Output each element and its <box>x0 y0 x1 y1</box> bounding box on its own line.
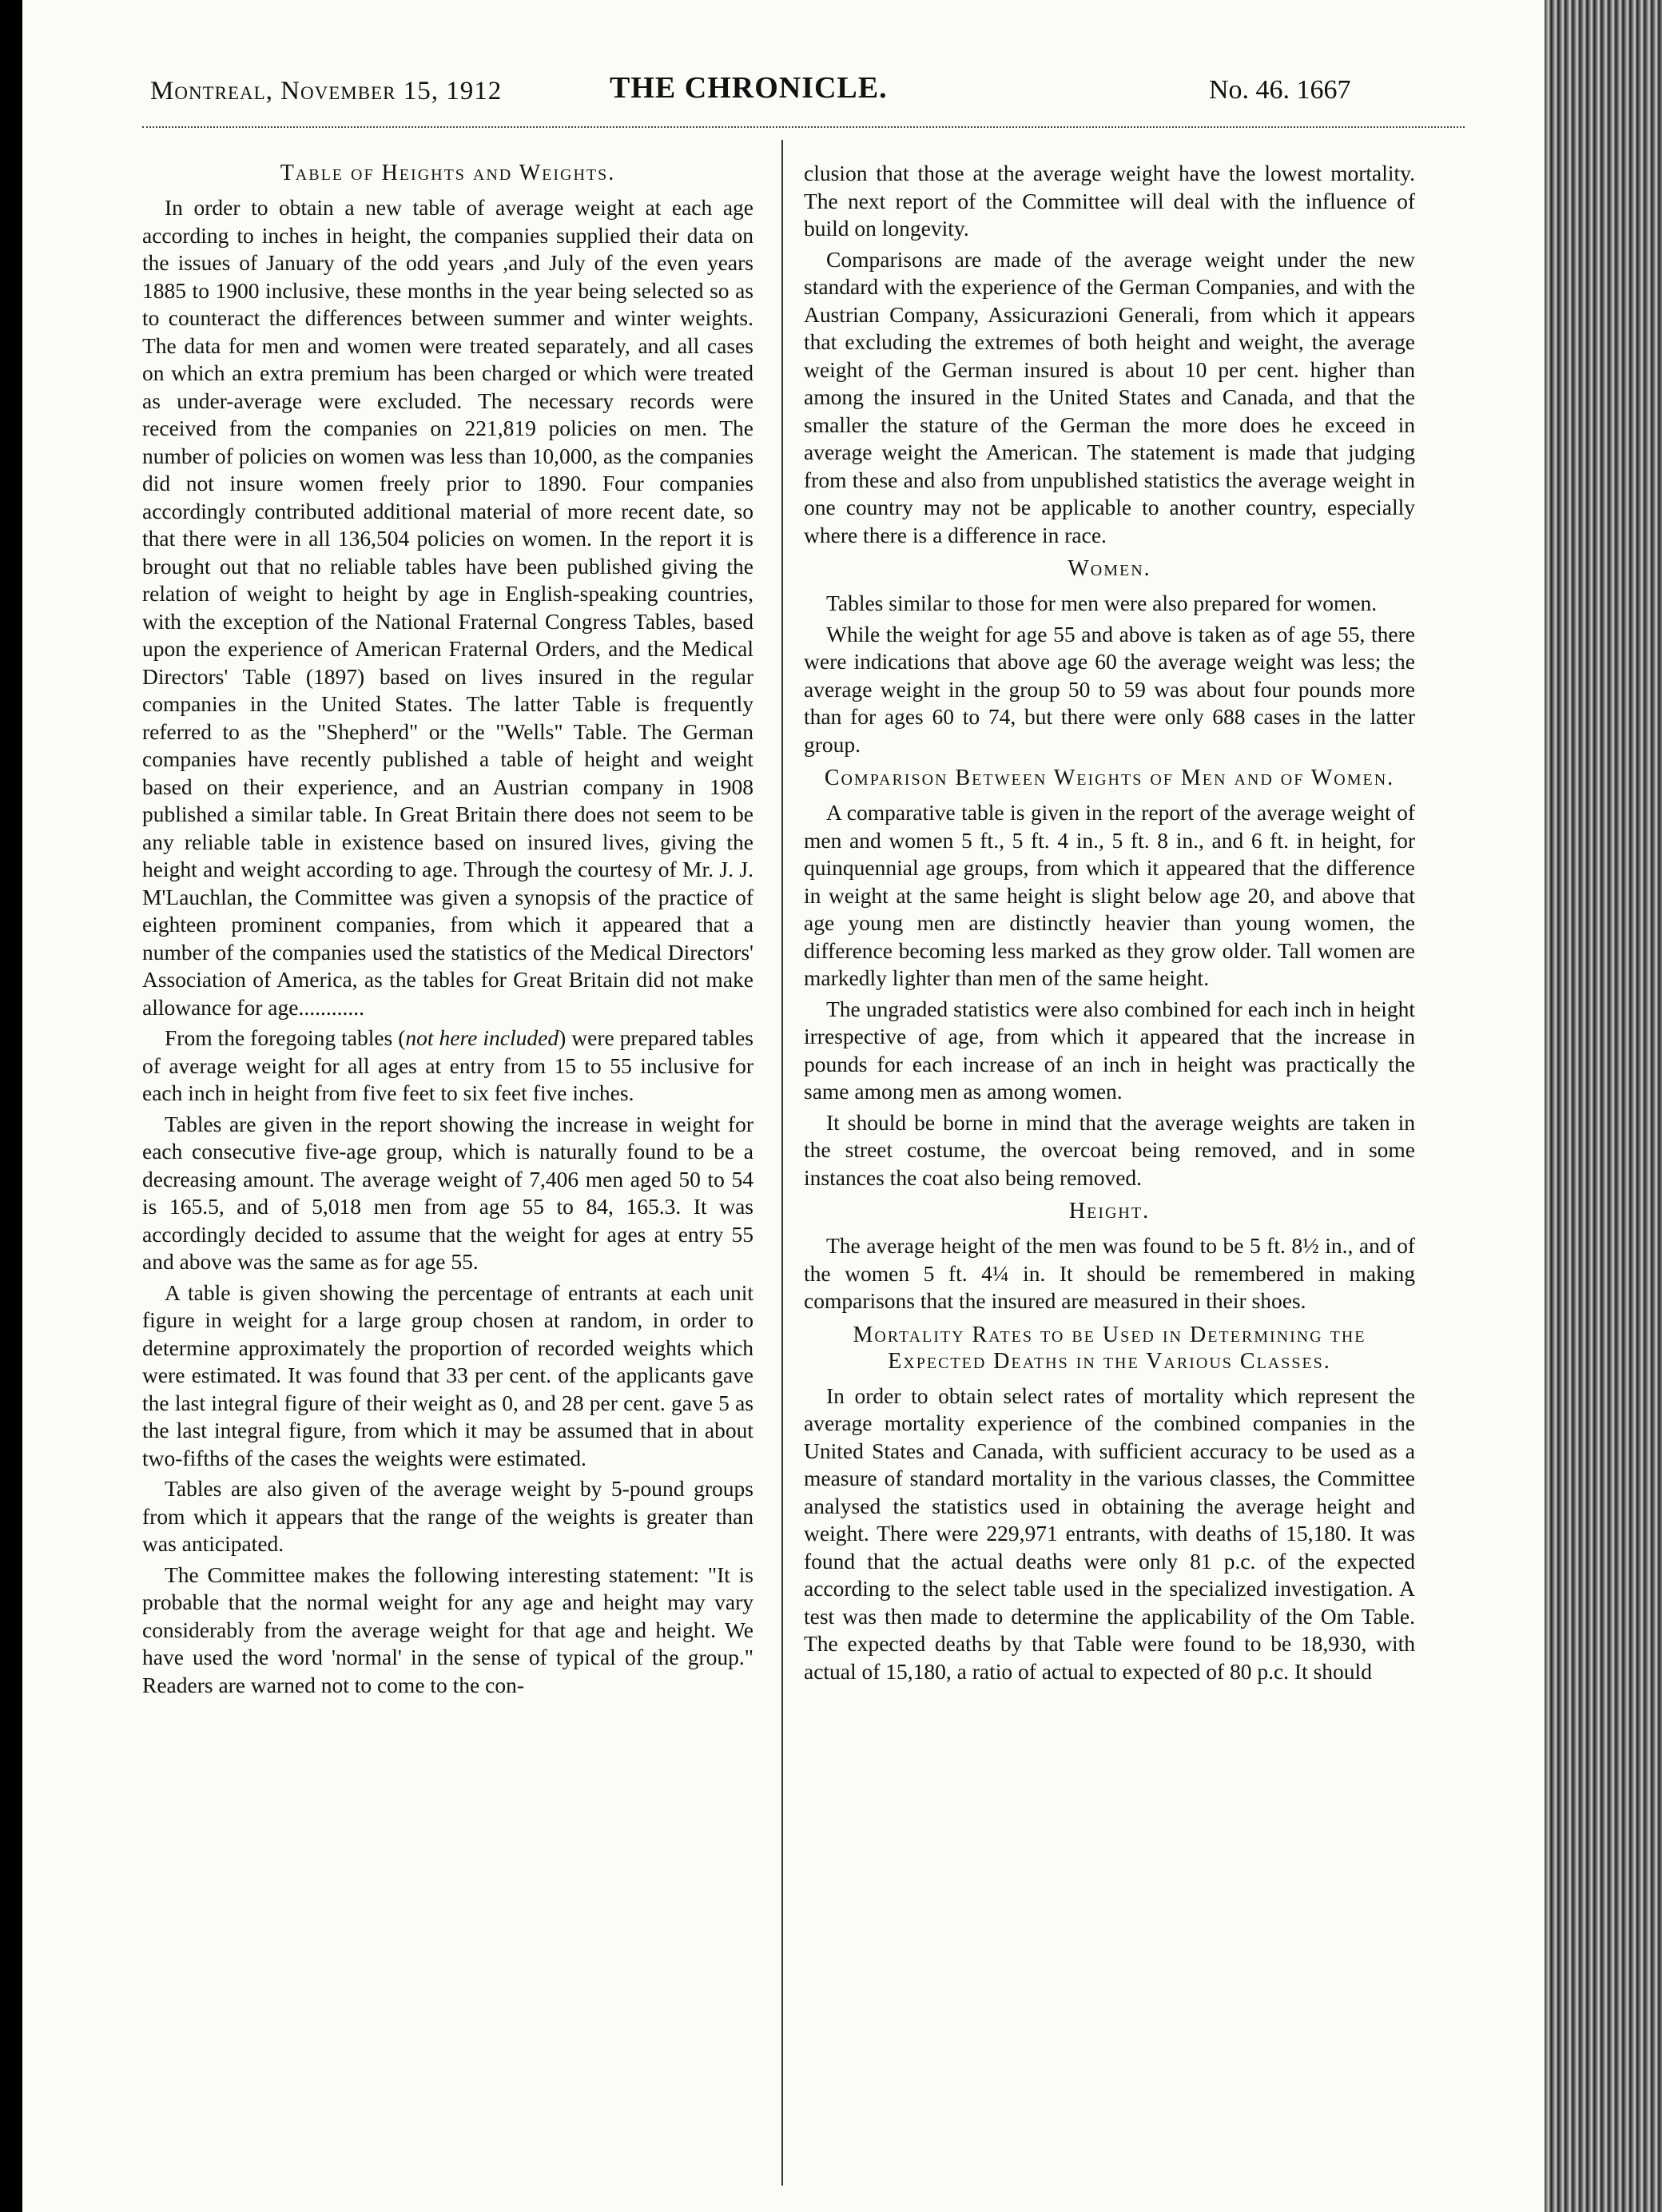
page-header <box>22 70 1545 118</box>
paragraph-text: From the foregoing tables ( <box>165 1025 406 1050</box>
page-edge <box>1545 0 1662 2212</box>
paragraph <box>142 1024 753 1108</box>
paragraph: It should be borne in mind that the average weights are taken in the street costume, the overcoat being removed, and in some instances the coat also being removed. <box>804 1109 1415 1190</box>
left-column <box>142 160 753 1702</box>
paragraph: In order to obtain a new table of average weight at each age according to inches in height, the companies supplied their data on the issues of January of the odd years ,and July of the even years 1885 to 1900 inclusive, these months in the year being selected so as to counteract the differences between summer and winter weights. The data for men and women were treated separately, and all cases on which an extra premium has been charged or which were treated as under-average were excluded. The necessary records were received from the companies on 221,819 policies on men. The number of policies on women was less than 10,000, as the companies did not insure women freely prior to 1890. Four companies accordingly contributed additional material of more recent date, so that there were in all 136,504 policies on women. In the report it is brought out that no reliable tables have been published giving the relation of weight to height by age in English-speaking countries, with the exception of the National Fraternal Congress Tables, based upon the experience of American Fraternal Orders, and the Medical Directors' Table (1897) based on lives insured in the regular companies in the United States. The latter Table is frequently referred to as the "Shepherd" or the "Wells" Table. The German companies have recently published a table of height and weight based on their experience, and an Austrian company in 1908 published a similar table. In Great Britain there does not seem to be any reliable table in existence based on insured lives, giving the height and weight according to age. Through the courtesy of Mr. J. J. M'Lauchlan, the Committee was given a synopsis of the practice of eighteen prominent companies, from which it appeared that a number of the companies used the statistics of the Medical Directors' Association of America, as the tables for Great Britain did not make allowance for age............ <box>142 195 753 1020</box>
paragraph: The average height of the men was found to be 5 ft. 8½ in., and of the women 5 ft. 4¼ in. It should be remembered in making comparisons that the insured are measured in their shoes. <box>804 1233 1415 1313</box>
paragraph: A comparative table is given in the report of the average weight of men and women 5 ft., 5 ft. 4 in., 5 ft. 8 in., and 6 ft. in height, for quinquennial age groups, from which it appeared that the difference in weight at the same height is slight below age 20, and above that age young men are distinctly heavier than young women, the difference becoming less marked as they grow older. Tall women are markedly lighter than men of the same height. <box>804 800 1415 990</box>
paragraph: Comparisons are made of the average weight under the new standard with the experience of the German Companies, and with the Austrian Company, Assicurazioni Generali, from which it appears that excluding the extremes of both height and weight, the average weight of the German insured is about 10 per cent. higher than among the insured in the United States and Canada, and that the smaller the stature of the German the more does he exceed in average weight the American. The statement is made that judging from these and also from unpublished statistics the average weight in one country may not be applicable to another country, especially where there is a difference in race. <box>804 246 1415 547</box>
italic-phrase: not here included <box>405 1025 559 1050</box>
header-issue-number: No. 46. 1667 <box>1209 75 1351 105</box>
paragraph: Tables are given in the report showing the increase in weight for each consecutive five-age group, which is naturally found to be a decreasing amount. The average weight of 7,406 men aged 50 to 54 is 165.5, and of 5,018 men from age 55 to 84, 165.3. It was accordingly decided to assume that the weight for ages at entry 55 and above was the same as for age 55. <box>142 1111 753 1274</box>
paragraph: The Committee makes the following interesting statement: "It is probable that the normal weight for any age and height may vary considerably from the average weight for that age and height. We have used the word 'normal' in the sense of typical of the group." Readers are warned not to come to the con- <box>142 1562 753 1697</box>
header-rule <box>142 126 1465 128</box>
newspaper-page <box>22 0 1545 2212</box>
paragraph: Tables are also given of the average weight by 5-pound groups from which it appears that the range of the weights is greater than was anticipated. <box>142 1476 753 1556</box>
paragraph-continued: clusion that those at the average weight have the lowest mortality. The next report of the Committee will deal with the influence of build on longevity. <box>804 161 1415 241</box>
column-divider <box>781 140 783 2186</box>
heading-heights-weights: Table of Heights and Weights. <box>280 161 616 185</box>
paragraph-text: ) were prepared tables of average weight for all ages at entry from 15 to 55 inclusive for each inch in height from five feet to six feet five inches. <box>142 1025 754 1105</box>
paragraph: Tables similar to those for men were also prepared for women. <box>826 591 1378 615</box>
header-dateline: Montreal, November 15, 1912 <box>150 77 503 105</box>
paragraph: The ungraded statistics were also combined for each inch in height irrespective of age, from which it appeared that the increase in pounds for each increase of an inch in height was practically the same among men as among women. <box>804 996 1415 1104</box>
right-column <box>804 160 1415 1689</box>
paragraph: In order to obtain select rates of mortality which represent the average mortality experience of the combined companies in the United States and Canada, with sufficient accuracy to be used as a measure of standard mortality in the various classes, the Committee analysed the statistics used in obtaining the average height and weight. There were 229,971 entrants, with deaths of 15,180. It was found that the actual deaths were only 81 p.c. of the expected according to the select table used in the specialized investigation. A test was then made to determine the applicability of the Om Table. The expected deaths by that Table were found to be 18,930, with actual of 15,180, a ratio of actual to expected of 80 p.c. It should <box>804 1382 1415 1684</box>
heading-comparison: Comparison Between Weights of Men and of Women. <box>824 766 1395 790</box>
heading-mortality-rates: Mortality Rates to be Used in Determining the Expected Deaths in the Various Classes. <box>853 1322 1366 1374</box>
heading-height: Height. <box>1068 1199 1151 1223</box>
paragraph: While the weight for age 55 and above is taken as of age 55, there were indications that above age 60 the average weight was less; the average weight in the group 50 to 59 was about four pounds more than for ages 60 to 74, but there were only 688 cases in the latter group. <box>804 621 1415 757</box>
header-title: THE CHRONICLE. <box>610 71 888 105</box>
heading-women: Women. <box>1068 556 1151 581</box>
paragraph: A table is given showing the percentage of entrants at each unit figure in weight for a large group chosen at random, in order to determine approximately the proportion of recorded weights which were estimated. It was found that 33 per cent. of the applicants gave the last integral figure of their weight as 0, and 28 per cent. gave 5 as the last integral figure, from which it may be assumed that in about two-fifths of the cases the weights were estimated. <box>142 1279 753 1470</box>
